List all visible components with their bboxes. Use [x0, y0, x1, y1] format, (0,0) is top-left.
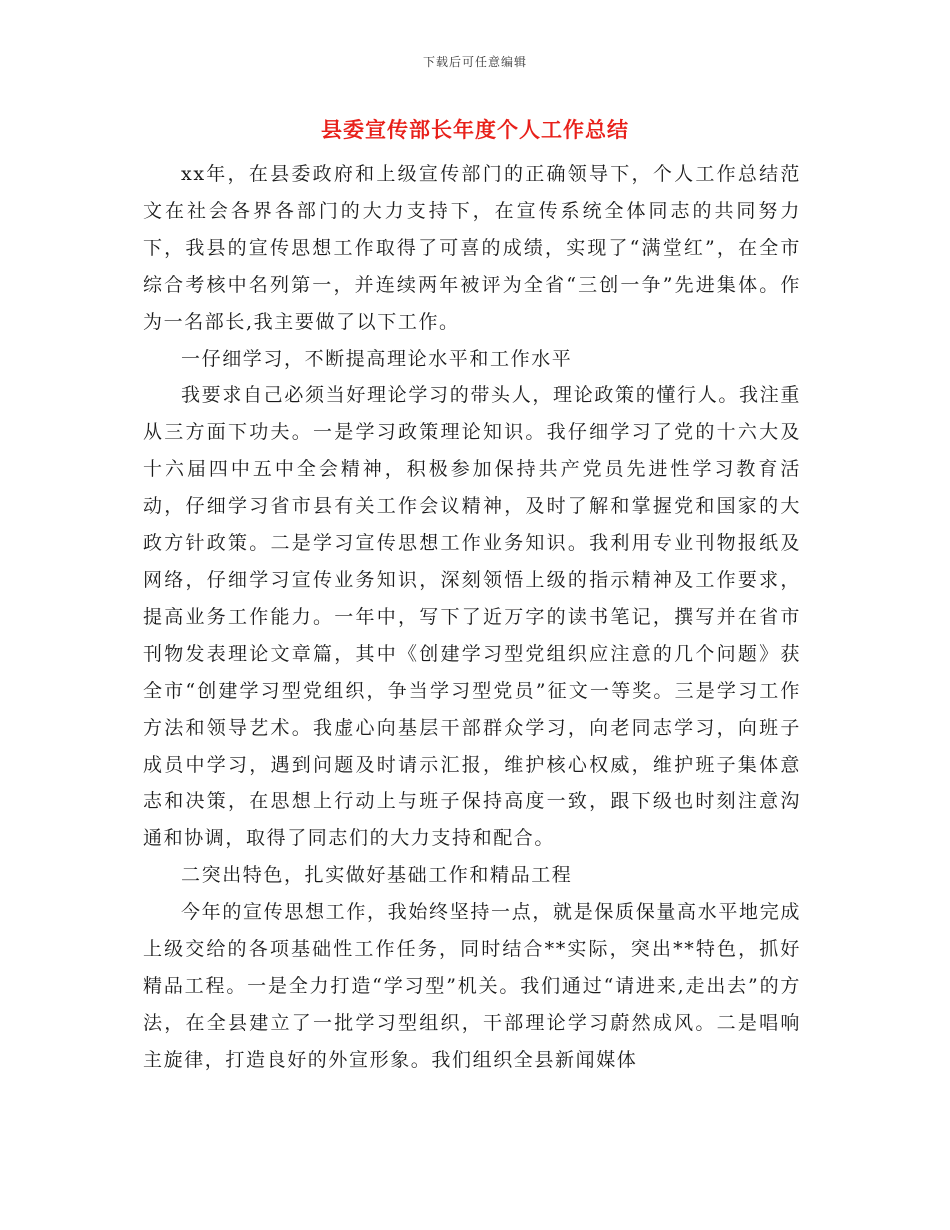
- document-title: 县委宣传部长年度个人工作总结: [321, 117, 629, 142]
- paragraph-intro: xx年，在县委政府和上级宣传部门的正确领导下，个人工作总结范文在社会各界各部门的大力支持下，在宣传系统全体同志的共同努力下，我县的宣传思想工作取得了可喜的成绩，实现了“满堂红”，在全市综合考核中名列第一，并连续两年被评为全省“三创一争”先进集体。作为一名部长,我主要做了以下工作。: [143, 163, 801, 333]
- section-heading-1: 一仔细学习，不断提高理论水平和工作水平: [181, 347, 573, 370]
- paragraph-section-1: 我要求自己必须当好理论学习的带头人，理论政策的懂行人。我注重从三方面下功夫。一是学习政策理论知识。我仔细学习了党的十六大及十六届四中五中全会精神，积极参加保持共产党员先进性学习教育活动，仔细学习省市县有关工作会议精神，及时了解和掌握党和国家的大政方针政策。二是学习宣传思想工作业务知识。我利用专业刊物报纸及网络，仔细学习宣传业务知识，深刻领悟上级的指示精神及工作要求，提高业务工作能力。一年中，写下了近万字的读书笔记，撰写并在省市刊物发表理论文章篇，其中《创建学习型党组织应注意的几个问题》获全市“创建学习型党组织，争当学习型党员”征文一等奖。三是学习工作方法和领导艺术。我虚心向基层干部群众学习，向老同志学习，向班子成员中学习，遇到问题及时请示汇报，维护核心权威，维护班子集体意志和决策，在思想上行动上与班子保持高度一致，跟下级也时刻注意沟通和协调，取得了同志们的大力支持和配合。: [143, 384, 801, 850]
- document-body: [143, 156, 801, 1079]
- section-heading-2: 二突出特色，扎实做好基础工作和精品工程: [181, 864, 573, 887]
- page-header-note: 下载后可任意编辑: [422, 55, 527, 69]
- paragraph-section-2: 今年的宣传思想工作，我始终坚持一点，就是保质保量高水平地完成上级交给的各项基础性工作任务，同时结合**实际，突出**特色，抓好精品工程。一是全力打造“学习型”机关。我们通过“请进来,走出去”的方法，在全县建立了一批学习型组织，干部理论学习蔚然成风。二是唱响主旋律，打造良好的外宣形象。我们组织全县新闻媒体: [143, 901, 801, 1071]
